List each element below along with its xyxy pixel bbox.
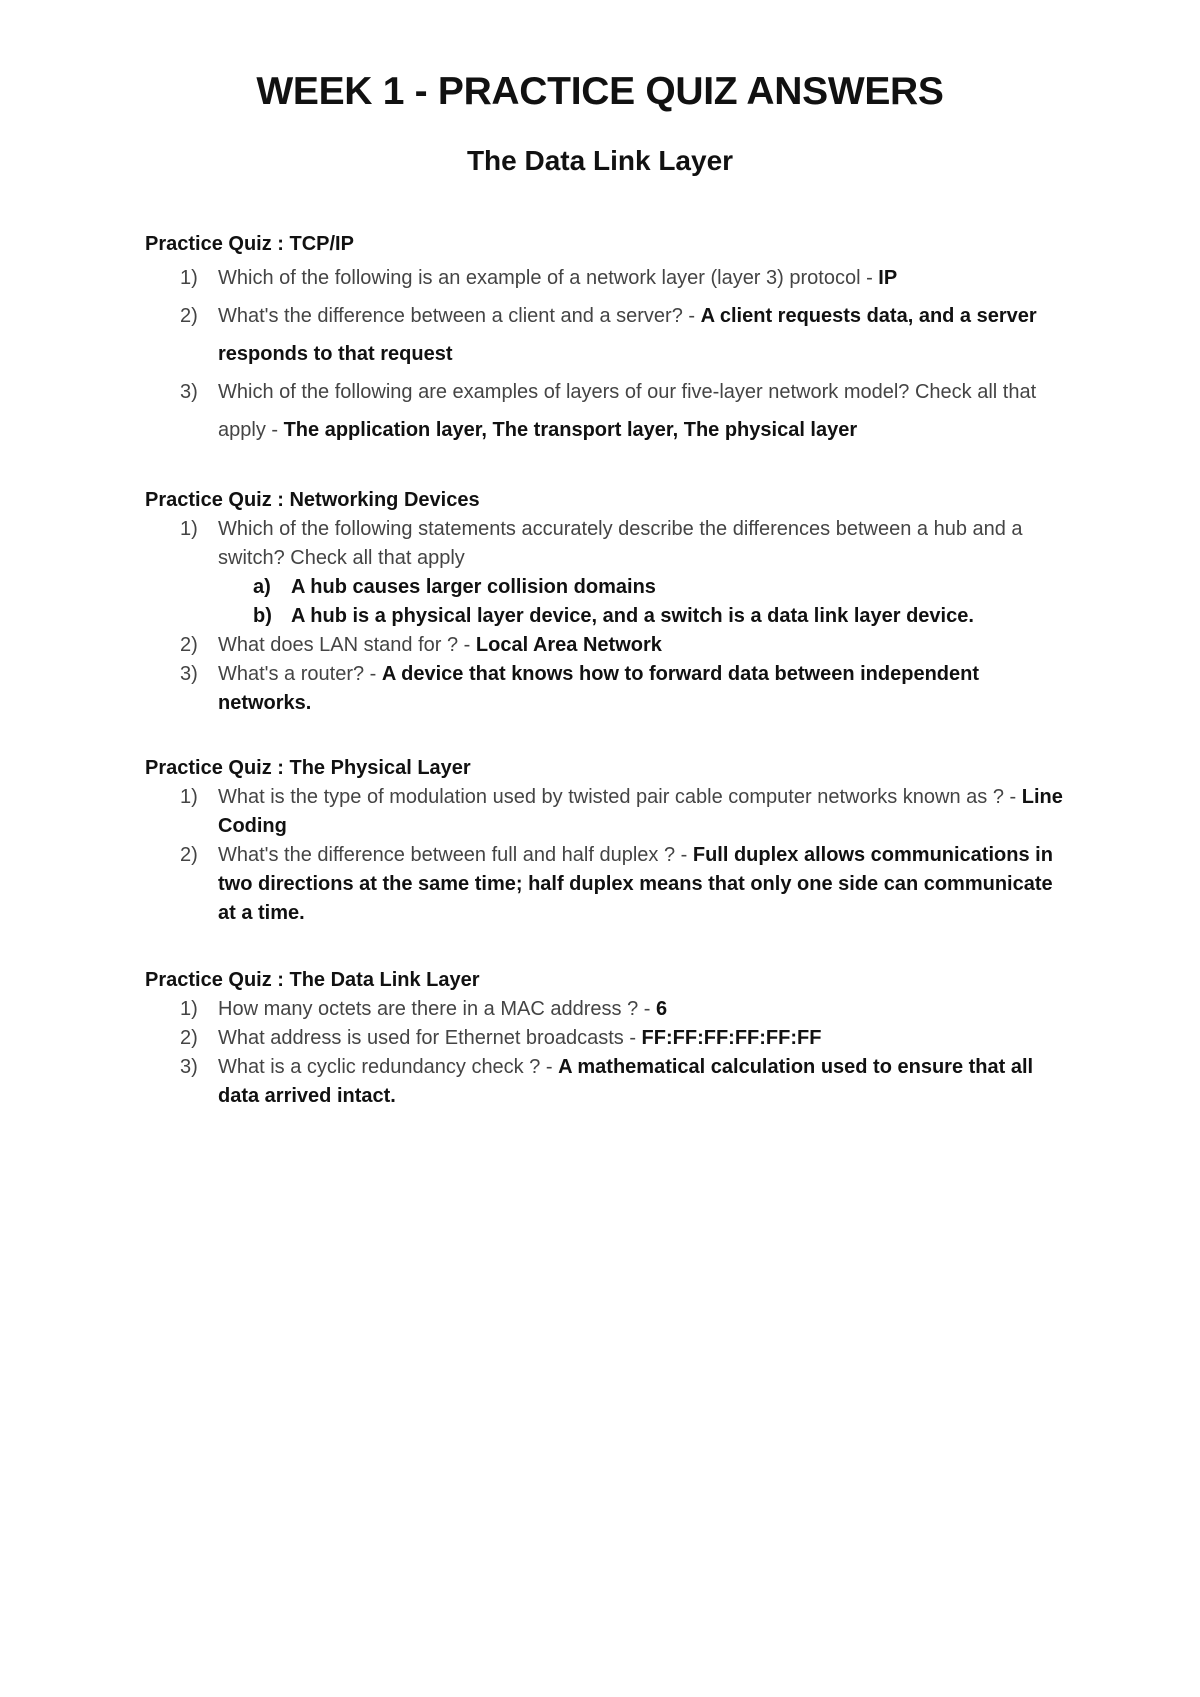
item-number: 2) xyxy=(180,634,198,656)
item-number: 1) xyxy=(180,998,198,1020)
answer-text: 6 xyxy=(655,998,668,1020)
answer-text: A mathematical calculation used to ensure that all data arrived intact. xyxy=(218,1056,1034,1107)
item-number: 3) xyxy=(180,381,198,403)
list-item xyxy=(145,373,1065,449)
section-heading: Practice Quiz : The Data Link Layer xyxy=(145,969,480,991)
list-item xyxy=(145,1053,1065,1111)
answer-text: Full duplex allows communications in two directions at the same time; half duplex means that only one side can communicate at a time. xyxy=(218,844,1053,924)
question-text: What is a cyclic redundancy check ? - xyxy=(218,1056,559,1078)
question-text: What's the difference between a client and a server? - xyxy=(218,305,701,327)
answer-text: IP xyxy=(878,267,898,289)
list-item xyxy=(145,297,1065,373)
sub-list-item xyxy=(145,573,1065,602)
item-number: 2) xyxy=(180,1027,198,1049)
answer-text: Line Coding xyxy=(218,786,1063,837)
list-item xyxy=(145,1024,1065,1053)
sub-item-letter: a) xyxy=(253,576,271,598)
question-text: Which of the following are examples of layers of our five-layer network model? Check all that apply - xyxy=(218,381,1037,441)
answer-text: A hub is a physical layer device, and a switch is a data link layer device. xyxy=(291,605,974,627)
page-title: WEEK 1 - PRACTICE QUIZ ANSWERS xyxy=(256,70,944,113)
quiz-section-networking-devices xyxy=(145,485,1065,718)
sub-list-item xyxy=(145,602,1065,631)
list-item xyxy=(145,631,1065,660)
list-item xyxy=(145,259,1065,297)
list-item xyxy=(145,515,1065,573)
question-text: Which of the following is an example of a network layer (layer 3) protocol - xyxy=(218,267,879,289)
answer-text: A device that knows how to forward data between independent networks. xyxy=(218,663,979,714)
item-number: 1) xyxy=(180,518,198,540)
quiz-section-physical-layer xyxy=(145,753,1065,928)
answer-text: The application layer, The transport layer, The physical layer xyxy=(283,419,858,441)
question-text: What is the type of modulation used by twisted pair cable computer networks known as ? - xyxy=(218,786,1022,808)
list-item xyxy=(145,783,1065,841)
list-item xyxy=(145,660,1065,718)
item-number: 3) xyxy=(180,1056,198,1078)
list-item xyxy=(145,995,1065,1024)
question-text: What's the difference between full and half duplex ? - xyxy=(218,844,693,866)
question-text: What address is used for Ethernet broadcasts - xyxy=(218,1027,642,1049)
question-text: What's a router? - xyxy=(218,663,382,685)
section-heading: Practice Quiz : The Physical Layer xyxy=(145,757,471,779)
section-heading: Practice Quiz : TCP/IP xyxy=(145,233,354,255)
item-number: 1) xyxy=(180,267,198,289)
item-number: 3) xyxy=(180,663,198,685)
answer-text: A hub causes larger collision domains xyxy=(291,576,656,598)
section-heading: Practice Quiz : Networking Devices xyxy=(145,489,480,511)
quiz-section-data-link-layer xyxy=(145,965,1065,1111)
answer-text: FF:FF:FF:FF:FF:FF xyxy=(641,1027,822,1049)
question-text: What does LAN stand for ? - xyxy=(218,634,476,656)
page-subtitle: The Data Link Layer xyxy=(466,145,734,176)
question-text: Which of the following statements accurately describe the differences between a hub and a switch? Check all that apply xyxy=(218,518,1023,569)
question-text: How many octets are there in a MAC address ? - xyxy=(218,998,656,1020)
item-number: 2) xyxy=(180,844,198,866)
item-number: 1) xyxy=(180,786,198,808)
item-number: 2) xyxy=(180,305,198,327)
answer-text: Local Area Network xyxy=(475,634,662,656)
list-item xyxy=(145,841,1065,928)
quiz-section-tcp-ip xyxy=(145,229,1065,449)
sub-item-letter: b) xyxy=(253,605,272,627)
answer-text: A client requests data, and a server responds to that request xyxy=(218,305,1037,365)
